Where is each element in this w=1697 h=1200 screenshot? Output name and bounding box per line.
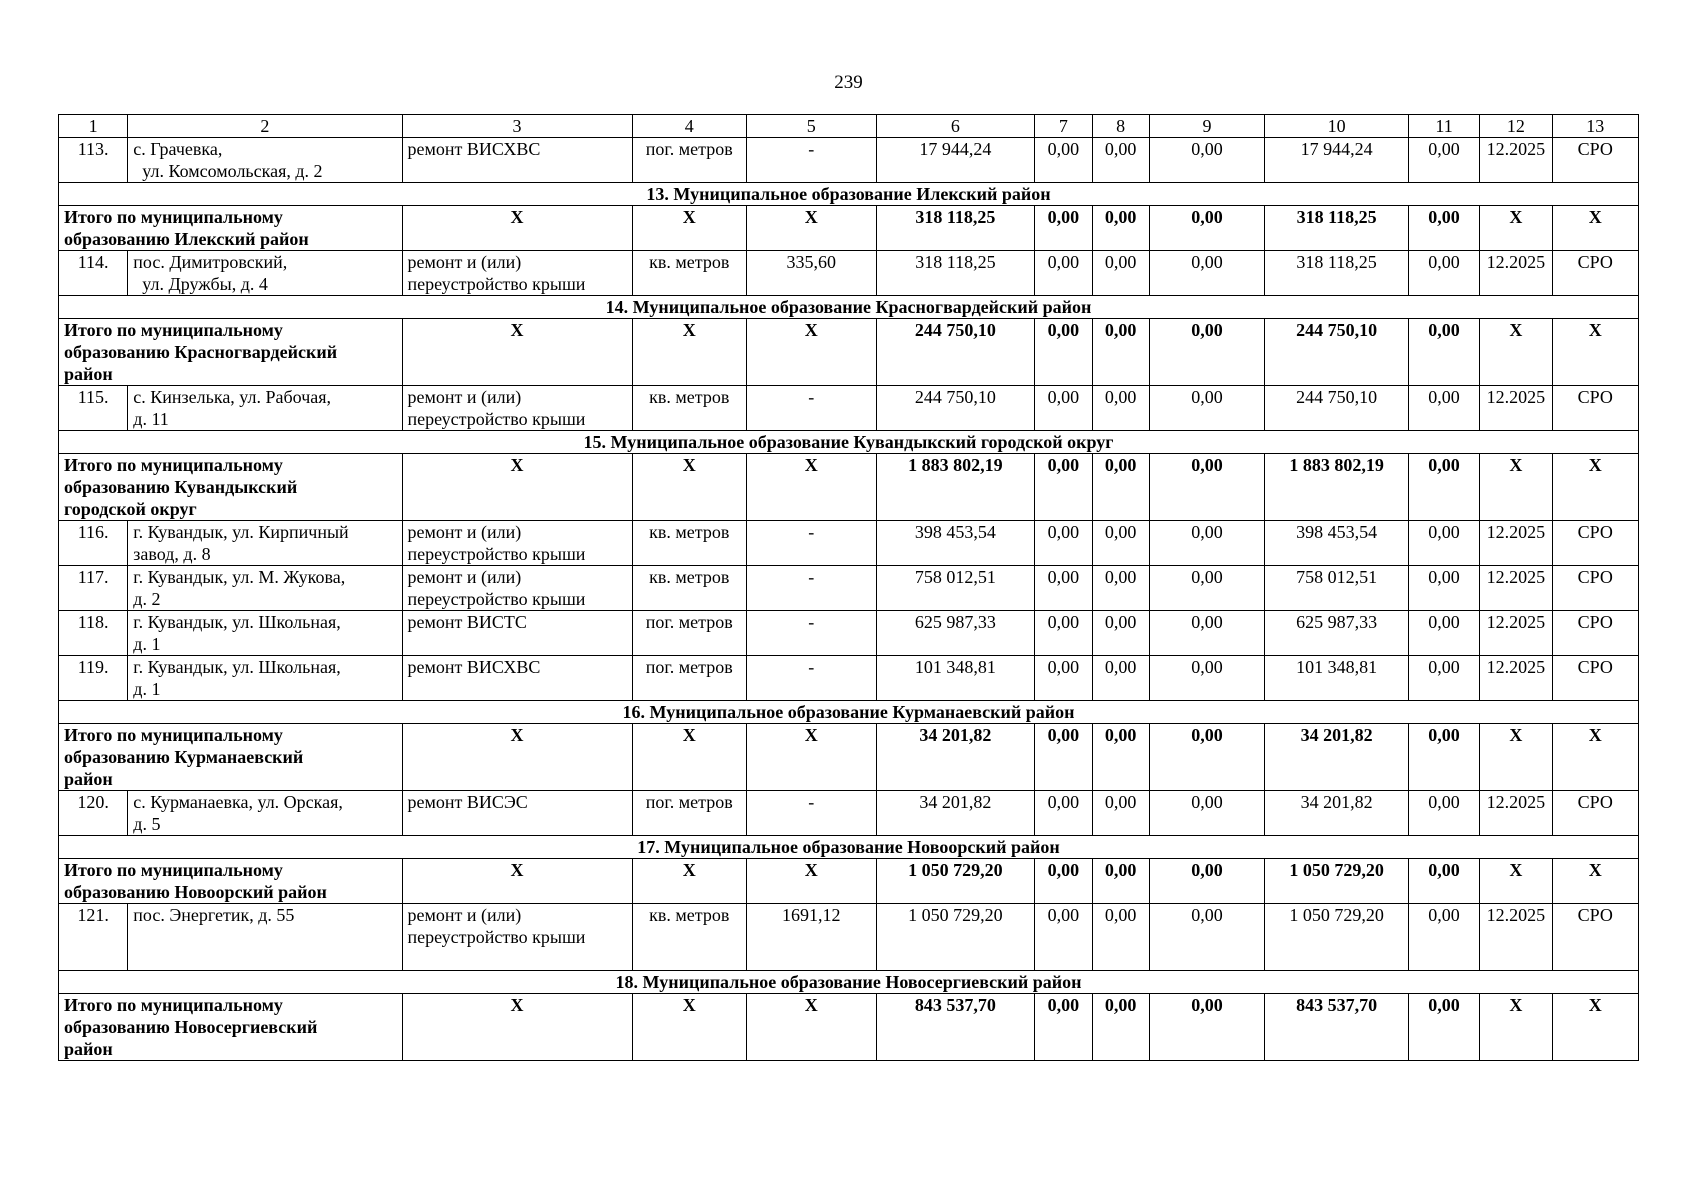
address: с. Кинзелька, ул. Рабочая, д. 11 <box>128 386 402 431</box>
regional-cost: 0,00 <box>1149 791 1265 836</box>
quantity: - <box>747 611 877 656</box>
unit: кв. метров <box>632 386 747 431</box>
budget-cost: 0,00 <box>1092 251 1149 296</box>
unit: Х <box>632 994 747 1061</box>
column-header: 13 <box>1552 115 1638 138</box>
other-cost: 0,00 <box>1408 994 1479 1061</box>
executor: СРО <box>1552 521 1638 566</box>
address: с. Грачевка, ул. Комсомольская, д. 2 <box>128 138 402 183</box>
executor: Х <box>1552 206 1638 251</box>
other-cost: 0,00 <box>1408 859 1479 904</box>
owner-cost: 758 012,51 <box>1265 566 1409 611</box>
deadline: 12.2025 <box>1480 904 1552 971</box>
table-row <box>59 521 1639 566</box>
fund-cost: 0,00 <box>1035 791 1092 836</box>
budget-cost: 0,00 <box>1092 859 1149 904</box>
executor: Х <box>1552 994 1638 1061</box>
section-header-row <box>59 431 1639 454</box>
total-row <box>59 454 1639 521</box>
work-type: ремонт ВИСХВС <box>402 656 632 701</box>
deadline: Х <box>1480 994 1552 1061</box>
work-type: ремонт ВИСЭС <box>402 791 632 836</box>
total-row <box>59 319 1639 386</box>
owner-cost: 318 118,25 <box>1265 206 1409 251</box>
budget-cost: 0,00 <box>1092 454 1149 521</box>
other-cost: 0,00 <box>1408 454 1479 521</box>
regional-cost: 0,00 <box>1149 724 1265 791</box>
column-header: 10 <box>1265 115 1409 138</box>
address: пос. Энергетик, д. 55 <box>128 904 402 971</box>
work-type: ремонт и (или) переустройство крыши <box>402 521 632 566</box>
total-cost: 1 050 729,20 <box>876 904 1035 971</box>
work-type: Х <box>402 454 632 521</box>
quantity: - <box>747 138 877 183</box>
fund-cost: 0,00 <box>1035 611 1092 656</box>
budget-cost: 0,00 <box>1092 206 1149 251</box>
budget-cost: 0,00 <box>1092 656 1149 701</box>
section-header-row <box>59 183 1639 206</box>
executor: СРО <box>1552 611 1638 656</box>
table-row <box>59 566 1639 611</box>
work-type: ремонт и (или) переустройство крыши <box>402 251 632 296</box>
regional-cost: 0,00 <box>1149 454 1265 521</box>
total-cost: 244 750,10 <box>876 319 1035 386</box>
unit: кв. метров <box>632 521 747 566</box>
fund-cost: 0,00 <box>1035 138 1092 183</box>
quantity: Х <box>747 859 877 904</box>
other-cost: 0,00 <box>1408 904 1479 971</box>
unit: Х <box>632 454 747 521</box>
quantity: Х <box>747 319 877 386</box>
deadline: Х <box>1480 206 1552 251</box>
deadline: 12.2025 <box>1480 251 1552 296</box>
total-label: Итого по муниципальному образованию Кувандыкский городской округ <box>59 454 403 521</box>
total-cost: 244 750,10 <box>876 386 1035 431</box>
unit: кв. метров <box>632 904 747 971</box>
column-header: 12 <box>1480 115 1552 138</box>
table-row <box>59 251 1639 296</box>
total-cost: 1 883 802,19 <box>876 454 1035 521</box>
row-number: 120. <box>59 791 128 836</box>
work-type: Х <box>402 994 632 1061</box>
header-row <box>59 115 1639 138</box>
total-cost: 318 118,25 <box>876 251 1035 296</box>
regional-cost: 0,00 <box>1149 251 1265 296</box>
quantity: - <box>747 791 877 836</box>
capital-repair-table <box>58 114 1639 1061</box>
unit: кв. метров <box>632 566 747 611</box>
address: г. Кувандык, ул. Школьная, д. 1 <box>128 611 402 656</box>
table-row <box>59 791 1639 836</box>
deadline: Х <box>1480 724 1552 791</box>
unit: пог. метров <box>632 138 747 183</box>
owner-cost: 34 201,82 <box>1265 791 1409 836</box>
table-row <box>59 138 1639 183</box>
regional-cost: 0,00 <box>1149 206 1265 251</box>
work-type: ремонт и (или) переустройство крыши <box>402 566 632 611</box>
address: пос. Димитровский, ул. Дружбы, д. 4 <box>128 251 402 296</box>
other-cost: 0,00 <box>1408 791 1479 836</box>
regional-cost: 0,00 <box>1149 994 1265 1061</box>
other-cost: 0,00 <box>1408 656 1479 701</box>
work-type: Х <box>402 859 632 904</box>
total-cost: 843 537,70 <box>876 994 1035 1061</box>
fund-cost: 0,00 <box>1035 656 1092 701</box>
deadline: Х <box>1480 859 1552 904</box>
section-title: 14. Муниципальное образование Красногвардейский район <box>59 296 1639 319</box>
section-title: 17. Муниципальное образование Новоорский район <box>59 836 1639 859</box>
address: с. Курманаевка, ул. Орская, д. 5 <box>128 791 402 836</box>
regional-cost: 0,00 <box>1149 386 1265 431</box>
page-number: 239 <box>834 72 863 93</box>
fund-cost: 0,00 <box>1035 724 1092 791</box>
address: г. Кувандык, ул. Кирпичный завод, д. 8 <box>128 521 402 566</box>
table-row <box>59 386 1639 431</box>
column-header: 5 <box>747 115 877 138</box>
section-header-row <box>59 701 1639 724</box>
regional-cost: 0,00 <box>1149 138 1265 183</box>
unit: кв. метров <box>632 251 747 296</box>
deadline: 12.2025 <box>1480 791 1552 836</box>
address: г. Кувандык, ул. М. Жукова, д. 2 <box>128 566 402 611</box>
total-row <box>59 994 1639 1061</box>
total-label: Итого по муниципальному образованию Красногвардейский район <box>59 319 403 386</box>
deadline: 12.2025 <box>1480 386 1552 431</box>
regional-cost: 0,00 <box>1149 566 1265 611</box>
row-number: 118. <box>59 611 128 656</box>
table-row <box>59 904 1639 971</box>
unit: Х <box>632 206 747 251</box>
column-header: 4 <box>632 115 747 138</box>
total-label: Итого по муниципальному образованию Курманаевский район <box>59 724 403 791</box>
budget-cost: 0,00 <box>1092 566 1149 611</box>
quantity: 335,60 <box>747 251 877 296</box>
owner-cost: 244 750,10 <box>1265 386 1409 431</box>
budget-cost: 0,00 <box>1092 994 1149 1061</box>
fund-cost: 0,00 <box>1035 386 1092 431</box>
executor: Х <box>1552 319 1638 386</box>
owner-cost: 101 348,81 <box>1265 656 1409 701</box>
regional-cost: 0,00 <box>1149 656 1265 701</box>
regional-cost: 0,00 <box>1149 859 1265 904</box>
quantity: Х <box>747 206 877 251</box>
table-row <box>59 611 1639 656</box>
fund-cost: 0,00 <box>1035 251 1092 296</box>
unit: Х <box>632 319 747 386</box>
executor: СРО <box>1552 656 1638 701</box>
work-type: ремонт ВИСХВС <box>402 138 632 183</box>
regional-cost: 0,00 <box>1149 611 1265 656</box>
fund-cost: 0,00 <box>1035 566 1092 611</box>
fund-cost: 0,00 <box>1035 859 1092 904</box>
total-label: Итого по муниципальному образованию Новосергиевский район <box>59 994 403 1061</box>
row-number: 121. <box>59 904 128 971</box>
work-type: Х <box>402 724 632 791</box>
deadline: 12.2025 <box>1480 521 1552 566</box>
budget-cost: 0,00 <box>1092 791 1149 836</box>
work-type: Х <box>402 206 632 251</box>
regional-cost: 0,00 <box>1149 521 1265 566</box>
section-header-row <box>59 971 1639 994</box>
total-cost: 1 050 729,20 <box>876 859 1035 904</box>
regional-cost: 0,00 <box>1149 904 1265 971</box>
table-row <box>59 656 1639 701</box>
work-type: Х <box>402 319 632 386</box>
total-cost: 17 944,24 <box>876 138 1035 183</box>
regional-cost: 0,00 <box>1149 319 1265 386</box>
budget-cost: 0,00 <box>1092 138 1149 183</box>
column-header: 2 <box>128 115 402 138</box>
total-cost: 758 012,51 <box>876 566 1035 611</box>
deadline: Х <box>1480 454 1552 521</box>
column-header: 7 <box>1035 115 1092 138</box>
other-cost: 0,00 <box>1408 386 1479 431</box>
table-body <box>59 115 1639 1061</box>
column-header: 1 <box>59 115 128 138</box>
total-cost: 625 987,33 <box>876 611 1035 656</box>
owner-cost: 398 453,54 <box>1265 521 1409 566</box>
column-header: 9 <box>1149 115 1265 138</box>
executor: СРО <box>1552 251 1638 296</box>
executor: СРО <box>1552 138 1638 183</box>
executor: Х <box>1552 859 1638 904</box>
section-title: 16. Муниципальное образование Курманаевский район <box>59 701 1639 724</box>
total-row <box>59 206 1639 251</box>
other-cost: 0,00 <box>1408 251 1479 296</box>
owner-cost: 34 201,82 <box>1265 724 1409 791</box>
total-label: Итого по муниципальному образованию Новоорский район <box>59 859 403 904</box>
unit: Х <box>632 859 747 904</box>
quantity: - <box>747 521 877 566</box>
total-cost: 34 201,82 <box>876 724 1035 791</box>
row-number: 117. <box>59 566 128 611</box>
owner-cost: 1 883 802,19 <box>1265 454 1409 521</box>
work-type: ремонт и (или) переустройство крыши <box>402 386 632 431</box>
work-type: ремонт и (или) переустройство крыши <box>402 904 632 971</box>
section-title: 15. Муниципальное образование Кувандыкский городской округ <box>59 431 1639 454</box>
column-header: 8 <box>1092 115 1149 138</box>
quantity: - <box>747 386 877 431</box>
quantity: - <box>747 656 877 701</box>
fund-cost: 0,00 <box>1035 206 1092 251</box>
total-row <box>59 859 1639 904</box>
quantity: Х <box>747 454 877 521</box>
owner-cost: 244 750,10 <box>1265 319 1409 386</box>
row-number: 114. <box>59 251 128 296</box>
unit: пог. метров <box>632 611 747 656</box>
other-cost: 0,00 <box>1408 724 1479 791</box>
owner-cost: 625 987,33 <box>1265 611 1409 656</box>
unit: пог. метров <box>632 791 747 836</box>
section-header-row <box>59 296 1639 319</box>
owner-cost: 1 050 729,20 <box>1265 904 1409 971</box>
budget-cost: 0,00 <box>1092 724 1149 791</box>
row-number: 116. <box>59 521 128 566</box>
section-title: 18. Муниципальное образование Новосергиевский район <box>59 971 1639 994</box>
column-header: 6 <box>876 115 1035 138</box>
row-number: 119. <box>59 656 128 701</box>
row-number: 115. <box>59 386 128 431</box>
deadline: 12.2025 <box>1480 138 1552 183</box>
deadline: 12.2025 <box>1480 566 1552 611</box>
deadline: 12.2025 <box>1480 656 1552 701</box>
other-cost: 0,00 <box>1408 206 1479 251</box>
budget-cost: 0,00 <box>1092 386 1149 431</box>
fund-cost: 0,00 <box>1035 454 1092 521</box>
unit: Х <box>632 724 747 791</box>
work-type: ремонт ВИСТС <box>402 611 632 656</box>
owner-cost: 318 118,25 <box>1265 251 1409 296</box>
fund-cost: 0,00 <box>1035 904 1092 971</box>
deadline: Х <box>1480 319 1552 386</box>
column-header: 3 <box>402 115 632 138</box>
section-title: 13. Муниципальное образование Илекский район <box>59 183 1639 206</box>
other-cost: 0,00 <box>1408 138 1479 183</box>
budget-cost: 0,00 <box>1092 611 1149 656</box>
quantity: Х <box>747 994 877 1061</box>
budget-cost: 0,00 <box>1092 904 1149 971</box>
section-header-row <box>59 836 1639 859</box>
unit: пог. метров <box>632 656 747 701</box>
quantity: - <box>747 566 877 611</box>
total-cost: 101 348,81 <box>876 656 1035 701</box>
fund-cost: 0,00 <box>1035 521 1092 566</box>
total-row <box>59 724 1639 791</box>
total-cost: 318 118,25 <box>876 206 1035 251</box>
total-label: Итого по муниципальному образованию Илекский район <box>59 206 403 251</box>
executor: СРО <box>1552 791 1638 836</box>
executor: СРО <box>1552 566 1638 611</box>
address: г. Кувандык, ул. Школьная, д. 1 <box>128 656 402 701</box>
other-cost: 0,00 <box>1408 566 1479 611</box>
row-number: 113. <box>59 138 128 183</box>
budget-cost: 0,00 <box>1092 521 1149 566</box>
owner-cost: 17 944,24 <box>1265 138 1409 183</box>
column-header: 11 <box>1408 115 1479 138</box>
deadline: 12.2025 <box>1480 611 1552 656</box>
fund-cost: 0,00 <box>1035 319 1092 386</box>
owner-cost: 1 050 729,20 <box>1265 859 1409 904</box>
fund-cost: 0,00 <box>1035 994 1092 1061</box>
quantity: Х <box>747 724 877 791</box>
executor: СРО <box>1552 904 1638 971</box>
quantity: 1691,12 <box>747 904 877 971</box>
owner-cost: 843 537,70 <box>1265 994 1409 1061</box>
budget-cost: 0,00 <box>1092 319 1149 386</box>
total-cost: 34 201,82 <box>876 791 1035 836</box>
executor: Х <box>1552 454 1638 521</box>
executor: СРО <box>1552 386 1638 431</box>
total-cost: 398 453,54 <box>876 521 1035 566</box>
other-cost: 0,00 <box>1408 611 1479 656</box>
executor: Х <box>1552 724 1638 791</box>
other-cost: 0,00 <box>1408 521 1479 566</box>
other-cost: 0,00 <box>1408 319 1479 386</box>
